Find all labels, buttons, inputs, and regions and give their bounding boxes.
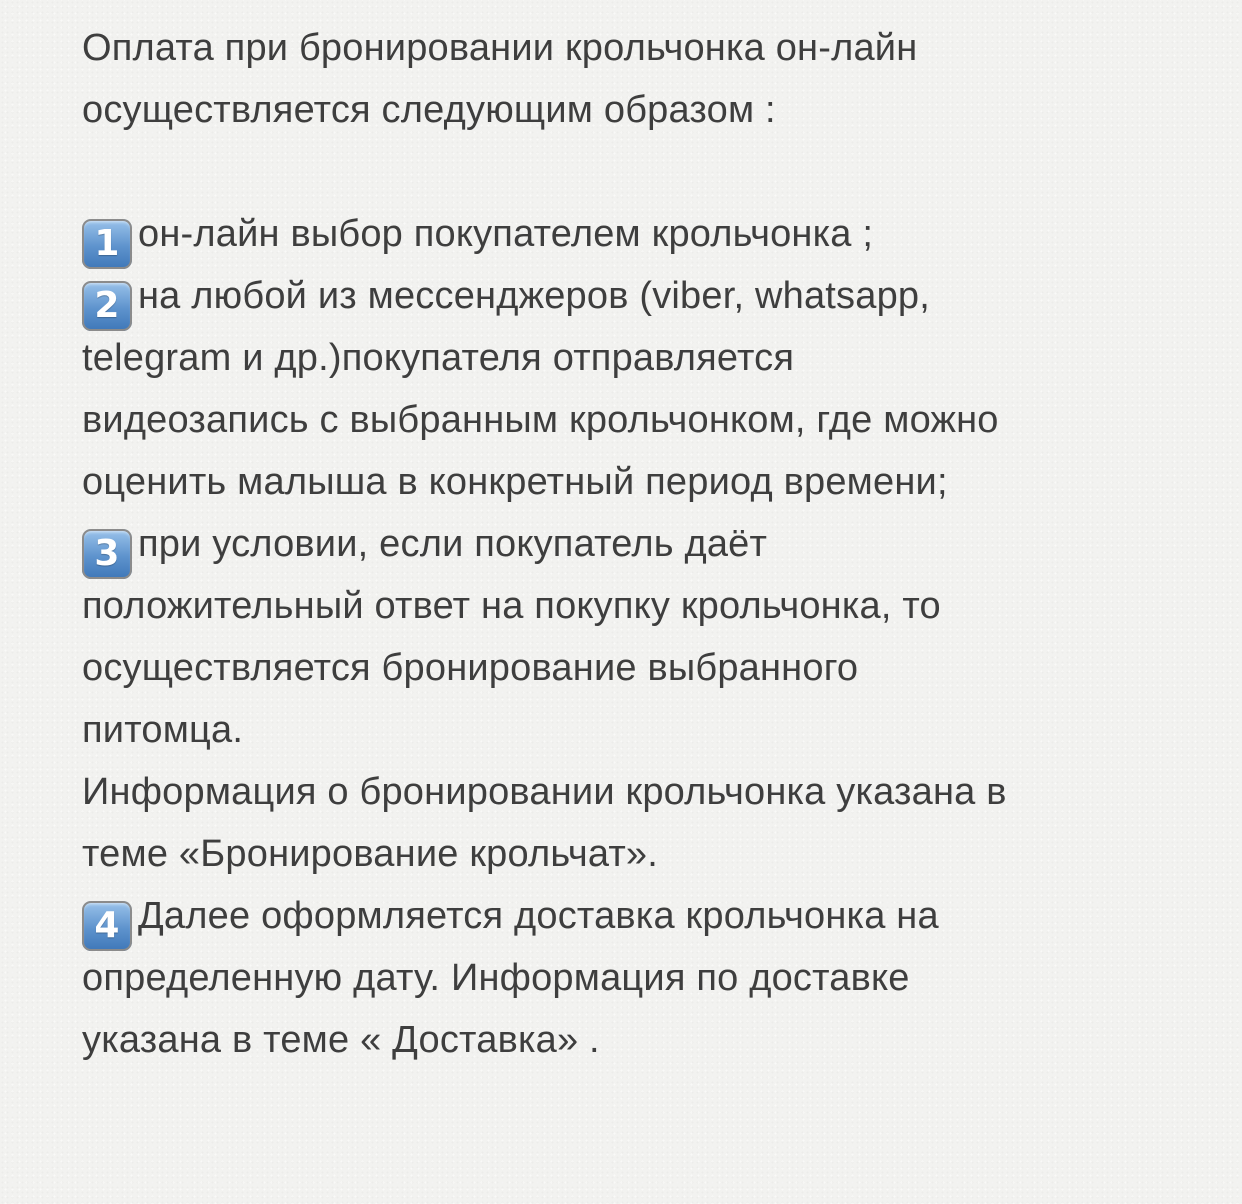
- note-body[interactable]: [82, 17, 1182, 1071]
- blank-line: [82, 141, 1182, 203]
- step-3-text: положительный ответ на покупку крольчонка, то: [82, 585, 941, 627]
- step-2-text: видеозапись с выбранным крольчонком, где можно: [82, 399, 999, 441]
- keycap-3-icon: 3: [82, 529, 132, 579]
- step-1-text: он-лайн выбор покупателем крольчонка ;: [138, 213, 874, 255]
- step-4-text: определенную дату. Информация по доставке: [82, 957, 910, 999]
- step-1-line: [82, 203, 1182, 265]
- keycap-2-icon: 2: [82, 281, 132, 331]
- step-2-text: telegram и др.)покупателя отправляется: [82, 337, 795, 379]
- step-4-line: [82, 885, 1182, 947]
- step-3-text: при условии, если покупатель даёт: [138, 523, 768, 565]
- step-3-line: [82, 513, 1182, 575]
- keycap-4-icon: 4: [82, 901, 132, 951]
- note-intro-line: Оплата при бронировании крольчонка он-лайн: [82, 27, 918, 69]
- booking-info-text: теме «Бронирование крольчат».: [82, 833, 659, 875]
- step-4-text: Далее оформляется доставка крольчонка на: [138, 895, 939, 937]
- step-3-text: питомца.: [82, 709, 244, 751]
- step-2-text: на любой из мессенджеров (viber, whatsapp,: [138, 275, 931, 317]
- step-2-line: [82, 265, 1182, 327]
- step-4-text: указана в теме « Доставка» .: [82, 1019, 600, 1061]
- note-intro-line: осуществляется следующим образом :: [82, 89, 776, 131]
- booking-info-text: Информация о бронировании крольчонка указана в: [82, 771, 1007, 813]
- keycap-1-icon: 1: [82, 219, 132, 269]
- step-3-text: осуществляется бронирование выбранного: [82, 647, 859, 689]
- step-2-text: оценить малыша в конкретный период времени;: [82, 461, 948, 503]
